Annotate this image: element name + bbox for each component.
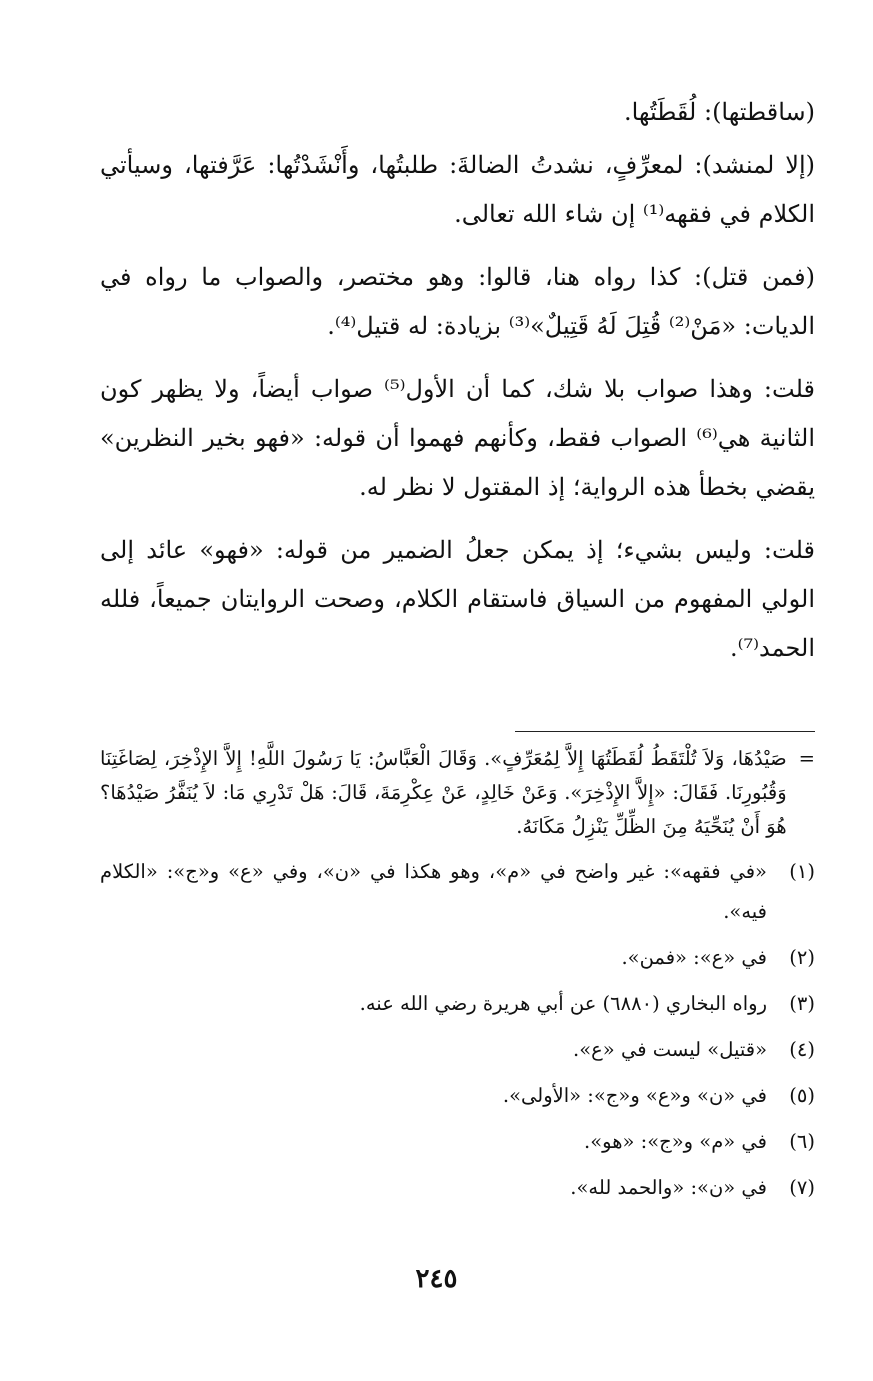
footnote-4: [100, 1030, 815, 1070]
footnote-1: [100, 852, 815, 932]
footnote-number: (٣): [789, 992, 815, 1015]
footnote-text: في «ع»: «فمن».: [621, 946, 767, 969]
footnote-number: (٥): [789, 1084, 815, 1107]
footnote-2: [100, 938, 815, 978]
main-text: [100, 88, 815, 687]
footnote-7: [100, 1168, 815, 1208]
footnote-3: [100, 984, 815, 1024]
footnote-text: في «ن»: «والحمد لله».: [570, 1176, 767, 1199]
paragraph-2: (إلا لمنشد): لمعرِّفٍ، نشدتُ الضالةَ: طلبتُها، وأَنْشَدْتُها: عَرَّفتها، وسيأتي الكلام في فقهه⁽¹⁾ إن شاء الله تعالى.: [100, 151, 815, 228]
footnote-text: «قتيل» ليست في «ع».: [573, 1038, 767, 1061]
footnote-divider: [515, 731, 815, 732]
footnote-number: (٦): [789, 1130, 815, 1153]
footnote-text: في «م» و«ج»: «هو».: [584, 1130, 767, 1153]
footnote-text: رواه البخاري (٦٨٨٠) عن أبي هريرة رضي الله عنه.: [359, 992, 767, 1015]
footnote-continuation: [100, 742, 815, 844]
continuation-text: صَيْدُهَا، وَلاَ تُلْتَقَطُ لُقَطَتُهَا إِلاَّ لِمُعَرِّفٍ». وَقَالَ الْعَبَّاسُ: يَا رَسُولَ اللَّهِ! إِلاَّ الإِذْخِرَ، لِصَاغَتِنَا وَقُبُورِنَا. فَقَالَ: «إِلاَّ الإِذْخِرَ». وَعَنْ خَالِدٍ، عَنْ عِكْرِمَةَ، قَالَ: هَلْ تَدْرِي مَا: لاَ يُنَفَّرُ صَيْدُهَا؟ هُوَ أَنْ يُنَحِّيَهُ مِنَ الظِّلِّ يَنْزِلُ مَكَانَهُ.: [100, 747, 787, 838]
continuation-marker: =: [798, 747, 815, 770]
paragraph-1: (ساقطتها): لُقَطَتُها.: [623, 98, 815, 126]
paragraph-4: قلت: وهذا صواب بلا شك، كما أن الأول⁽⁵⁾ صواب أيضاً، ولا يظهر كون الثانية هي⁽⁶⁾ الصواب فقط، وكأنهم فهموا أن قوله: «فهو بخير النظرين» يقضي بخطأ هذه الرواية؛ إذ المقتول لا نظر له.: [100, 375, 816, 501]
footnote-text: «في فقهه»: غير واضح في «م»، وهو هكذا في «ن»، وفي «ع» و«ج»: «الكلام فيه».: [100, 860, 767, 923]
page-number: ٢٤٥: [415, 1264, 458, 1294]
footnote-number: (٢): [789, 946, 815, 969]
footnote-text: في «ن» و«ع» و«ج»: «الأولى».: [502, 1084, 767, 1107]
footnote-6: [100, 1122, 815, 1162]
paragraph-3: (فمن قتل): كذا رواه هنا، قالوا: وهو مختصر، والصواب ما رواه في الديات: «مَنْ⁽²⁾ قُتِلَ لَهُ قَتِيلٌ»⁽³⁾ بزيادة: له قتيل⁽⁴⁾.: [100, 263, 815, 340]
footnote-number: (١): [789, 860, 815, 883]
footnote-number: (٧): [789, 1176, 815, 1199]
footnotes: [100, 742, 815, 1214]
footnote-number: (٤): [789, 1038, 815, 1061]
paragraph-5: قلت: وليس بشيء؛ إذ يمكن جعلُ الضمير من قوله: «فهو» عائد إلى الولي المفهوم من السياق فاستقام الكلام، وصحت الروايتان جميعاً، فلله الحمد⁽⁷⁾.: [100, 536, 815, 662]
footnote-5: [100, 1076, 815, 1116]
